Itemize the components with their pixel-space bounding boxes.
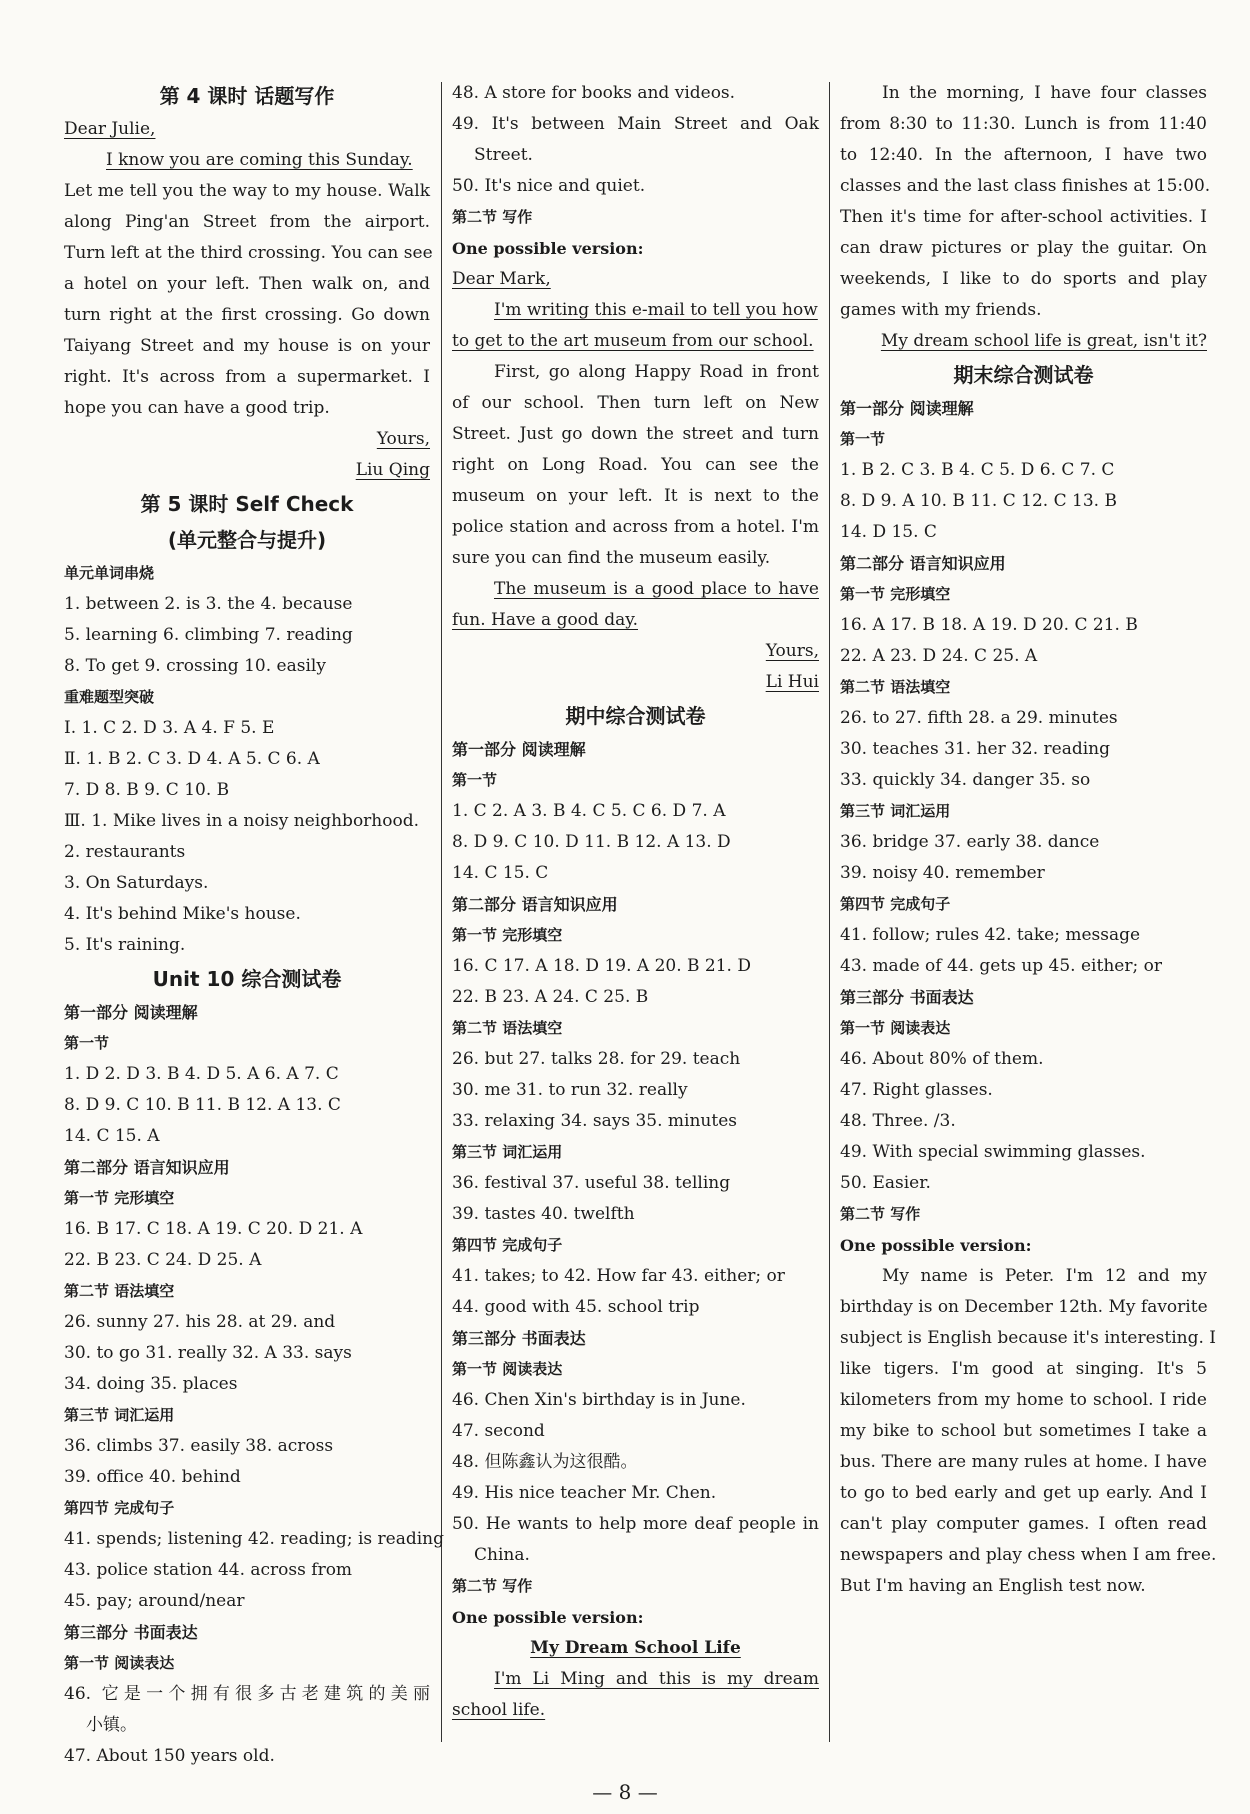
essay-line: to go to bed early and get up early. And I [840,1483,1207,1503]
section-heading: 第一节 [452,771,498,789]
answer-line: 小镇。 [86,1715,137,1735]
lesson4-title: 第 4 课时 话题写作 [159,84,335,108]
lesson5-subtitle: (单元整合与提升) [167,528,327,552]
part-heading: 第二部分 语言知识应用 [840,554,1006,573]
answer-line: 50. He wants to help more deaf people in [452,1514,819,1534]
answer-line: 46. About 80% of them. [840,1049,1044,1069]
answer-line: 46. Chen Xin's birthday is in June. [452,1390,746,1410]
essay-title: My Dream School Life [530,1638,741,1658]
letter-line: Turn left at the third crossing. You can see [64,243,433,263]
answer-line: 41. takes; to 42. How far 43. either; or [452,1266,785,1286]
essay-line: from 8:30 to 11:30. Lunch is from 11:40 [840,114,1207,134]
answer-line: 50. It's nice and quiet. [452,176,646,196]
answer-line: 49. His nice teacher Mr. Chen. [452,1483,717,1503]
essay-line: weekends, I like to do sports and play [840,269,1207,289]
letter-line: Taiyang Street and my house is on your [64,336,430,356]
answer-line: 5. It's raining. [64,935,186,955]
essay-line: subject is English because it's interesting. I [840,1328,1217,1348]
answer-line: 8. D 9. C 10. D 11. B 12. A 13. D [452,832,731,852]
answer-line: 8. D 9. C 10. B 11. B 12. A 13. C [64,1095,341,1115]
essay-line: Then it's time for after-school activities. I [840,207,1207,227]
answer-line: 48. A store for books and videos. [452,83,736,103]
answer-line: 8. D 9. A 10. B 11. C 12. C 13. B [840,491,1117,511]
answer-line: 14. C 15. C [452,863,549,883]
letter-line: museum on your left. It is next to the [452,486,819,506]
part-heading: 第三部分 书面表达 [64,1623,198,1642]
section-heading: 第一节 阅读表达 [64,1654,175,1672]
section-heading: 第二节 语法填空 [452,1019,563,1037]
answer-line: 43. made of 44. gets up 45. either; or [840,956,1162,976]
answer-line: 39. office 40. behind [64,1467,241,1487]
answer-line: 30. teaches 31. her 32. reading [840,739,1111,759]
answer-line: 36. climbs 37. easily 38. across [64,1436,334,1456]
letter-line: along Ping'an Street from the airport. [64,212,430,232]
answer-line: 7. D 8. B 9. C 10. B [64,780,230,800]
letter-greeting: Dear Julie, [64,119,156,139]
answer-line: 34. doing 35. places [64,1374,238,1394]
essay-line: My dream school life is great, isn't it? [880,331,1207,351]
letter-closing: Yours, [376,429,430,449]
essay-line: bus. There are many rules at home. I have [840,1452,1207,1472]
answer-line: 3. On Saturdays. [64,873,209,893]
essay-line: my bike to school but sometimes I take a [840,1421,1207,1441]
letter-line: First, go along Happy Road in front [494,362,819,382]
essay-line: school life. [452,1700,546,1720]
answer-line: 48. 但陈鑫认为这很酷。 [452,1452,638,1472]
letter-line: I know you are coming this Sunday. [106,150,413,170]
answer-line: 49. It's between Main Street and Oak [452,114,819,134]
answer-line: Ⅲ. 1. Mike lives in a noisy neighborhood. [64,811,420,831]
answer-line: 47. About 150 years old. [64,1746,275,1766]
possible-version-label: One possible version: [840,1236,1032,1255]
letter-line: Let me tell you the way to my house. Walk [64,181,430,201]
column-2 [452,78,819,1726]
answer-line: 16. B 17. C 18. A 19. C 20. D 21. A [64,1219,363,1239]
section-heading: 第一节 阅读表达 [452,1360,563,1378]
section-heading: 第一节 完形填空 [64,1189,175,1207]
section-heading: 第四节 完成句子 [840,895,951,913]
section-heading: 单元单词串烧 [64,564,155,582]
letter-line: fun. Have a good day. [452,610,638,630]
part-heading: 第三部分 书面表达 [452,1329,586,1348]
section-heading: 重难题型突破 [64,688,155,706]
letter-line: The museum is a good place to have [494,579,819,599]
letter-line: I'm writing this e-mail to tell you how [494,300,818,320]
column-divider-1 [441,82,442,1742]
answer-line: 33. relaxing 34. says 35. minutes [452,1111,737,1131]
part-heading: 第一部分 阅读理解 [452,740,586,759]
answer-line: 44. good with 45. school trip [452,1297,700,1317]
section-heading: 第四节 完成句子 [452,1236,563,1254]
answer-line: Ⅰ. 1. C 2. D 3. A 4. F 5. E [64,718,275,738]
answer-line: 36. bridge 37. early 38. dance [840,832,1100,852]
letter-line: right on Long Road. You can see the [452,455,819,475]
answer-line: 1. B 2. C 3. B 4. C 5. D 6. C 7. C [840,460,1115,480]
letter-line: police station and across from a hotel. I'm [452,517,819,537]
answer-line: China. [474,1545,530,1565]
essay-line: games with my friends. [840,300,1042,320]
lesson4-letter [64,114,433,486]
section-heading: 第二节 写作 [452,1577,533,1595]
answer-line: 41. follow; rules 42. take; message [840,925,1141,945]
essay-line: can draw pictures or play the guitar. On [840,238,1207,258]
section-heading: 第一节 完形填空 [452,926,563,944]
answer-line: 41. spends; listening 42. reading; is reading [64,1529,444,1549]
letter-signature: Liu Qing [355,460,430,480]
answer-line: 39. tastes 40. twelfth [452,1204,635,1224]
answer-line: 30. me 31. to run 32. really [452,1080,688,1100]
part-heading: 第二部分 语言知识应用 [64,1158,230,1177]
answer-line: 49. With special swimming glasses. [840,1142,1146,1162]
letter-closing: Yours, [765,641,819,661]
page-number: — 8 — [592,1780,658,1804]
answer-line: 30. to go 31. really 32. A 33. says [64,1343,352,1363]
answer-line: 1. between 2. is 3. the 4. because [64,594,353,614]
section-heading: 第二节 语法填空 [64,1282,175,1300]
answer-line: 45. pay; around/near [64,1591,245,1611]
column-divider-2 [829,82,830,1742]
part-heading: 第一部分 阅读理解 [840,399,974,418]
essay-line: can't play computer games. I often read [840,1514,1207,1534]
answer-line: 22. B 23. C 24. D 25. A [64,1250,262,1270]
section-heading: 第三节 词汇运用 [840,802,951,820]
letter-greeting: Dear Mark, [452,269,551,289]
section-heading: 第一节 [64,1034,110,1052]
essay-line: kilometers from my home to school. I ride [840,1390,1207,1410]
part-heading: 第二部分 语言知识应用 [452,895,618,914]
answer-line: Ⅱ. 1. B 2. C 3. D 4. A 5. C 6. A [64,749,320,769]
letter-signature: Li Hui [765,672,819,692]
answer-line: 8. To get 9. crossing 10. easily [64,656,326,676]
answer-line: 1. D 2. D 3. B 4. D 5. A 6. A 7. C [64,1064,339,1084]
letter-line: turn right at the first crossing. Go down [64,305,430,325]
section-heading: 第二节 写作 [452,208,533,226]
essay-line: My name is Peter. I'm 12 and my [882,1266,1207,1286]
section-heading: 第一节 完形填空 [840,585,951,603]
answer-line: 14. C 15. A [64,1126,160,1146]
column-3 [840,78,1217,1602]
section-heading: 第一节 阅读表达 [840,1019,951,1037]
essay-line: to 12:40. In the afternoon, I have two [840,145,1207,165]
answer-line: 22. B 23. A 24. C 25. B [452,987,649,1007]
answer-line: 26. to 27. fifth 28. a 29. minutes [840,708,1118,728]
section-heading: 第二节 语法填空 [840,678,951,696]
essay-line: like tigers. I'm good at singing. It's 5 [840,1359,1207,1379]
section-heading: 第四节 完成句子 [64,1499,175,1517]
answer-line: 14. D 15. C [840,522,937,542]
letter-line: Street. Just go down the street and turn [452,424,819,444]
section-heading: 第三节 词汇运用 [452,1143,563,1161]
answer-line: 36. festival 37. useful 38. telling [452,1173,731,1193]
answer-line: 26. sunny 27. his 28. at 29. and [64,1312,336,1332]
part-heading: 第三部分 书面表达 [840,988,974,1007]
column-1 [64,78,444,1772]
answer-line: 50. Easier. [840,1173,931,1193]
sample-letter [452,264,819,698]
part-heading: 第一部分 阅读理解 [64,1003,198,1022]
letter-line: right. It's across from a supermarket. I [64,367,430,387]
possible-version-label: One possible version: [452,1608,644,1627]
answer-line: 43. police station 44. across from [64,1560,353,1580]
essay-line: But I'm having an English test now. [840,1576,1146,1596]
section-heading: 第二节 写作 [840,1205,921,1223]
section-heading: 第一节 [840,430,886,448]
lesson5-title: 第 5 课时 Self Check [140,492,354,516]
essay-line: birthday is on December 12th. My favorite [840,1297,1208,1317]
answer-line: 5. learning 6. climbing 7. reading [64,625,353,645]
essay-line: I'm Li Ming and this is my dream [494,1669,819,1689]
midterm-test-title: 期中综合测试卷 [565,704,706,728]
answer-line: 22. A 23. D 24. C 25. A [840,646,1038,666]
answer-line: 16. A 17. B 18. A 19. D 20. C 21. B [840,615,1138,635]
answer-line: 33. quickly 34. danger 35. so [840,770,1091,790]
essay-line: In the morning, I have four classes [882,83,1207,103]
answer-line: 2. restaurants [64,842,186,862]
possible-version-label: One possible version: [452,239,644,258]
essay-line: newspapers and play chess when I am free. [840,1545,1217,1565]
letter-line: to get to the art museum from our school. [452,331,814,351]
letter-line: of our school. Then turn left on New [452,393,819,413]
letter-line: hope you can have a good trip. [64,398,330,418]
essay-line: classes and the last class finishes at 15:00. [840,176,1211,196]
answer-line: 4. It's behind Mike's house. [64,904,301,924]
section-heading: 第三节 词汇运用 [64,1406,175,1424]
answer-line: 16. C 17. A 18. D 19. A 20. B 21. D [452,956,751,976]
answer-line: 47. Right glasses. [840,1080,993,1100]
answer-line: 46. 它是一个拥有很多古老建筑的美丽 [64,1684,430,1704]
final-test-title: 期末综合测试卷 [953,363,1094,387]
answer-line: 26. but 27. talks 28. for 29. teach [452,1049,741,1069]
answer-line: Street. [474,145,533,165]
unit10-test-title: Unit 10 综合测试卷 [152,967,342,991]
answer-line: 1. C 2. A 3. B 4. C 5. C 6. D 7. A [452,801,726,821]
letter-line: a hotel on your left. Then walk on, and [64,274,430,294]
answer-line: 48. Three. /3. [840,1111,956,1131]
answer-line: 39. noisy 40. remember [840,863,1045,883]
answer-line: 47. second [452,1421,545,1441]
letter-line: sure you can find the museum easily. [452,548,771,568]
